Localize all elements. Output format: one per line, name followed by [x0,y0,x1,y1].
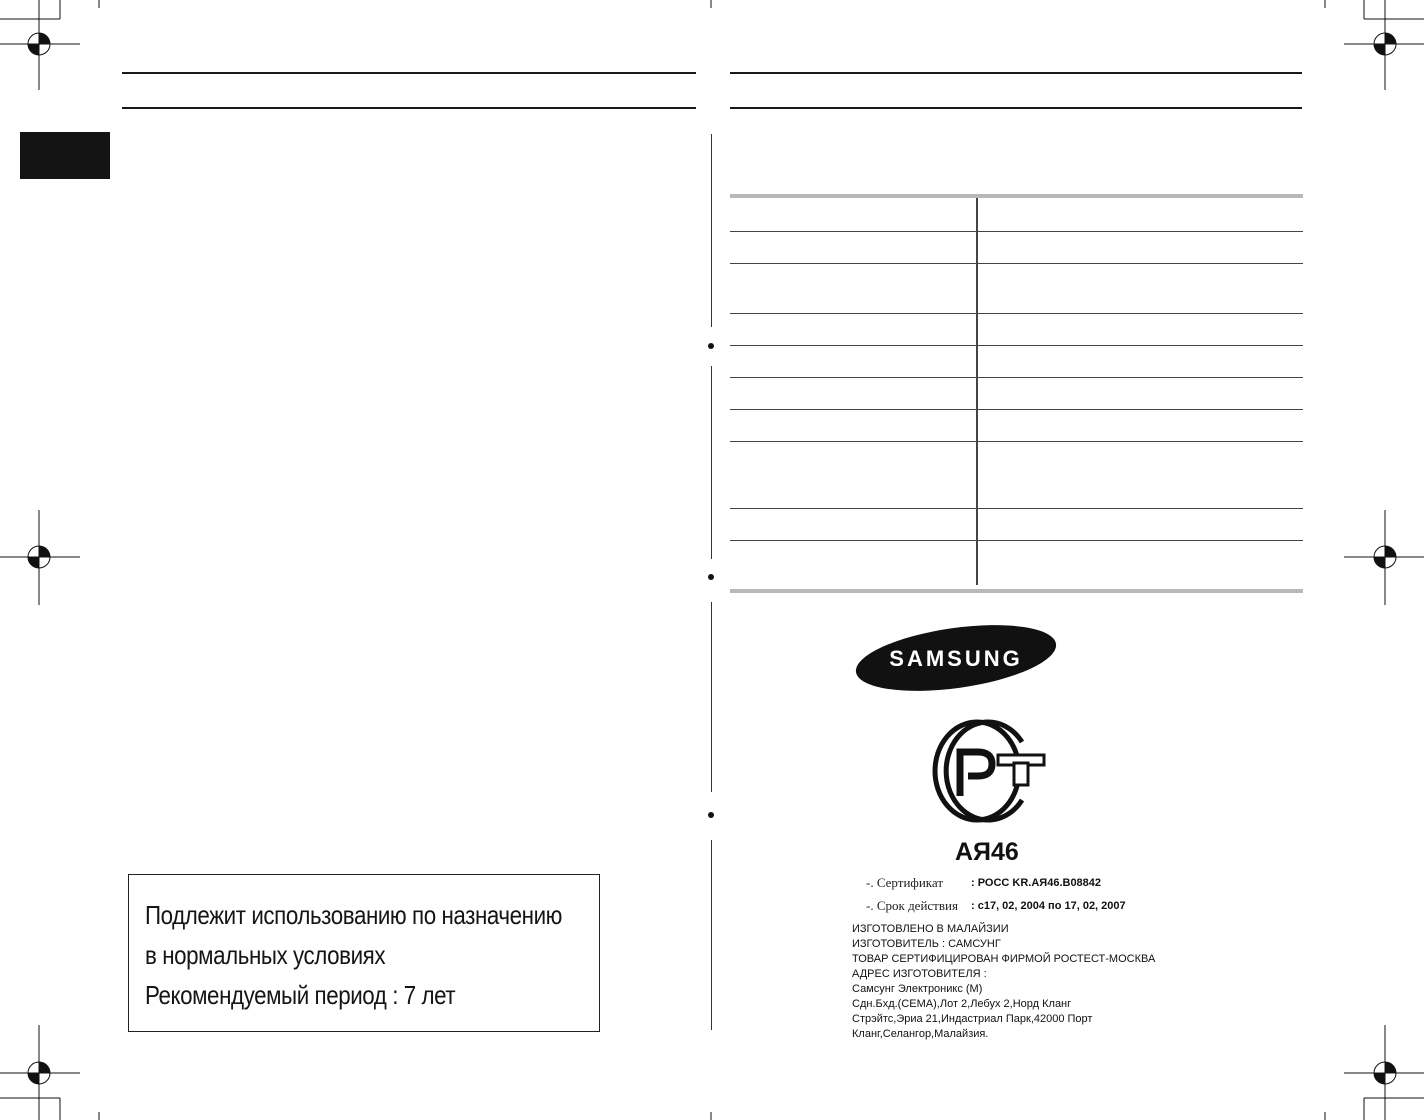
certification-code: АЯ46 [955,838,1019,866]
usage-notice-box [128,874,600,1032]
table-row [730,377,1303,409]
manufacturer-line: Стрэйтс,Эриа 21,Индастриал Парк,42000 Порт [852,1013,1093,1025]
manufacturer-line: АДРЕС ИЗГОТОВИТЕЛЯ : [852,968,987,980]
language-tab [20,132,110,179]
left-header-rule-bottom [122,107,696,109]
table-row [730,231,1303,263]
certificate-value: : РОСС KR.АЯ46.В08842 [971,877,1102,889]
table-row [730,540,1303,589]
pct-certification-mark-icon [930,716,1050,826]
right-header-rule-top [730,72,1302,74]
gutter-line [711,840,712,1030]
certificate-label: -. Сертификат [866,875,944,890]
gutter-dot [708,812,714,818]
notice-line-period: Рекомендуемый период : 7 лет [145,980,456,1010]
table-column-divider [976,198,978,585]
right-header-rule-bottom [730,107,1302,109]
gutter-line [711,134,712,327]
samsung-logo-text: SAMSUNG [889,646,1023,671]
manufacturer-line: Самсунг Электроникс (М) [852,983,983,995]
left-header-rule-top [122,72,696,74]
manufacturer-line: Кланг,Селангор,Малайзия. [852,1028,989,1040]
table-row [730,263,1303,313]
notice-line-conditions: в нормальных условиях [145,940,386,970]
notice-line-purpose: Подлежит использованию по назначению [145,900,562,930]
table-row [730,508,1303,540]
table-row [730,409,1303,441]
table-row [730,345,1303,377]
table-row [730,198,1303,231]
table-row [730,313,1303,345]
samsung-logo [852,622,1060,694]
table-row [730,441,1303,508]
manufacturer-line: ИЗГОТОВЛЕНО В МАЛАЙЗИИ [852,923,1009,935]
gutter-dot [708,343,714,349]
manufacturer-line: ИЗГОТОВИТЕЛЬ : САМСУНГ [852,938,1001,950]
validity-label: -. Срок действия [866,898,958,913]
manufacturer-line: Сдн.Бхд.(СЕМА),Лот 2,Лебух 2,Норд Кланг [852,998,1072,1010]
gutter-line [711,602,712,792]
manufacturer-line: ТОВАР СЕРТИФИЦИРОВАН ФИРМОЙ РОСТЕСТ-МОСКВА [852,953,1156,965]
gutter-dot [708,574,714,580]
specification-table [730,194,1303,593]
gutter-line [711,366,712,559]
validity-value: : с17, 02, 2004 по 17, 02, 2007 [971,900,1126,912]
